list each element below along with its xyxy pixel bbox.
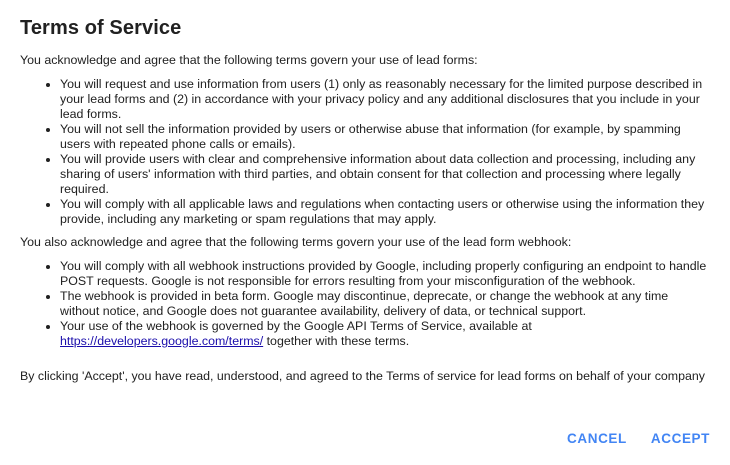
closing-statement: By clicking 'Accept', you have read, understood, and agreed to the Terms of service for lead forms on behalf of your company — [20, 369, 705, 383]
list-item: • You will provide users with clear and comprehensive information about data collection and processing, including any sharing of users' information with third parties, and obtain consent for that collection and processing where legally required. — [60, 152, 710, 197]
api-terms-suffix: together with these terms. — [263, 334, 410, 348]
list-item — [60, 319, 710, 349]
list-item: • You will comply with all applicable laws and regulations when contacting users or otherwise using the information they provide, including any marketing or spam regulations that may apply. — [60, 197, 710, 227]
webhook-terms-list — [20, 259, 710, 349]
intro-webhook: You also acknowledge and agree that the following terms govern your use of the lead form webhook: — [20, 235, 572, 249]
api-terms-prefix: Your use of the webhook is governed by the Google API Terms of Service, available at — [60, 319, 532, 333]
list-item: • You will not sell the information provided by users or otherwise abuse that information (for example, by spamming users with repeated phone calls or emails). — [60, 122, 710, 152]
dialog-title: Terms of Service — [20, 17, 182, 39]
cancel-button[interactable]: CANCEL — [543, 431, 627, 447]
list-item: • You will request and use information from users (1) only as reasonably necessary for the limited purpose described in your lead forms and (2) in accordance with your privacy policy and any additional disclosures that you include in your lead forms. — [60, 77, 710, 122]
intro-lead-forms: You acknowledge and agree that the following terms govern your use of lead forms: — [20, 53, 478, 67]
lead-forms-terms-list — [20, 77, 710, 227]
api-terms-link[interactable]: https://developers.google.com/terms/ — [60, 334, 264, 348]
list-item: • You will comply with all webhook instructions provided by Google, including properly configuring an endpoint to handle POST requests. Google is not responsible for errors resulting from your misconfiguration of the webhook. — [60, 259, 710, 289]
dialog-body — [20, 53, 710, 384]
accept-button[interactable]: ACCEPT — [627, 431, 710, 447]
dialog-actions — [543, 431, 710, 447]
list-item: • The webhook is provided in beta form. Google may discontinue, deprecate, or change the webhook at any time without notice, and Google does not guarantee availability, delivery of data, or technical support. — [60, 289, 710, 319]
